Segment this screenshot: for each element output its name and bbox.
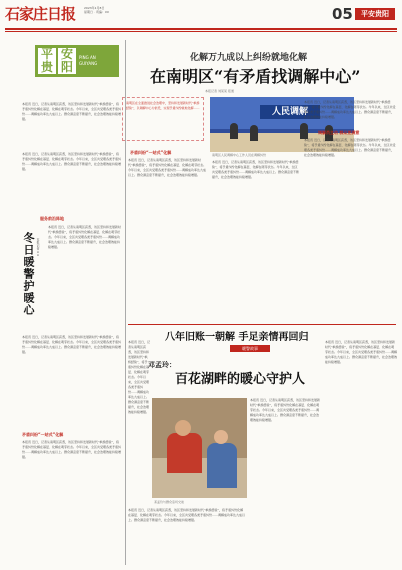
masthead (0, 0, 402, 30)
photo-person-blue (207, 443, 237, 488)
main-subhead-1: 矛盾纠纷“一站式”化解 (130, 150, 172, 155)
feature-headline: 百花湖畔的暖心守护人 (175, 372, 306, 387)
second-body-col: 本报讯 近日，记者从南明区获悉，该区坚持和发展新时代“枫桥经验”，将矛盾纠纷化解在基层、化解在萌芽状态。今年以来，全区共受理各类矛盾纠纷……调解成功率达九成以上。群众满意度不断提升，社会治理效能持续增强。 (128, 340, 150, 414)
feature-photo (152, 398, 247, 498)
main-body-col-2: 本报讯 近日，记者从南明区获悉，该区坚持和发展新时代“枫桥经验”，将矛盾纠纷化解在基层、化解在萌芽状态。今年以来，全区共受理各类矛盾纠纷……调解成功率达九成以上。群众满意度不断提升，社会治理效能持续增强。 (212, 160, 300, 179)
photo-person-red (167, 433, 202, 473)
pull-quote: 南明区在全面推进社会治理中，坚持和发展新时代“枫桥经验”，以调解中心为依托，实现矛盾纠纷就地化解…… (122, 97, 204, 141)
photo-person-head (175, 420, 191, 436)
date-line-1: 2023年1月8日 (84, 6, 105, 10)
feature-label: 暖警故事 (230, 345, 270, 352)
main-body-col-3a: 本报讯 近日，记者从南明区获悉，该区坚持和发展新时代“枫桥经验”，将矛盾纠纷化解在基层、化解在萌芽状态。今年以来，全区共受理各类矛盾纠纷……调解成功率达九成以上。群众满意度不断提升，社会治理效能持续增强。 (304, 100, 396, 119)
dateline (84, 6, 109, 14)
second-headline: 八年旧账一朝解 手足亲情再回归 (165, 332, 309, 343)
vertical-headline-byline: 本报记者 X X (36, 238, 40, 257)
photo-person (230, 123, 238, 139)
feature-body-col-1: 本报讯 近日，记者从南明区获悉，该区坚持和发展新时代“枫桥经验”，将矛盾纠纷化解在基层、化解在萌芽状态。今年以来，全区共受理各类矛盾纠纷……调解成功率达九成以上。群众满意度不断提升，社会治理效能持续增强。 (250, 398, 320, 422)
masthead-rule (5, 28, 397, 30)
left-intro-text: 本报讯 近日，记者从南明区获悉，该区坚持和发展新时代“枫桥经验”，将矛盾纠纷化解在基层、化解在萌芽状态。今年以来，全区共受理各类矛盾纠纷……调解成功率达九成以上。群众满意度不断提升，社会治理效能持续增强。 (22, 102, 122, 121)
left-body-text-2: 本报讯 近日，记者从南明区获悉，该区坚持和发展新时代“枫桥经验”，将矛盾纠纷化解在基层、化解在萌芽状态。今年以来，全区共受理各类矛盾纠纷……调解成功率达九成以上。群众满意度不断提升，社会治理效能持续增强。 (48, 225, 121, 249)
left-body-text-3: 本报讯 近日，记者从南明区获悉，该区坚持和发展新时代“枫桥经验”，将矛盾纠纷化解在基层、化解在萌芽状态。今年以来，全区共受理各类矛盾纠纷……调解成功率达九成以上。群众满意度不断提升，社会治理效能持续增强。 (22, 335, 122, 354)
date-line-2: 星期日 · 责编：XX (84, 10, 109, 14)
column-logo-subtitle: PING AN GUIYANG (79, 55, 98, 66)
main-subhead-2: 调解员主动 群众更满意 (318, 130, 360, 135)
feature-photo-caption: 邓孟玲与群众亲切交谈 (154, 500, 185, 504)
main-headline: 在南明区“有矛盾找调解中心” (150, 67, 361, 86)
left-body-text-4: 本报讯 近日，记者从南明区获悉，该区坚持和发展新时代“枫桥经验”，将矛盾纠纷化解在基层、化解在萌芽状态。今年以来，全区共受理各类矛盾纠纷……调解成功率达九成以上。群众满意度不断提升，社会治理效能持续增强。 (22, 440, 122, 459)
section-tag: 平安贵阳 (355, 8, 395, 20)
main-body-col-1: 本报讯 近日，记者从南明区获悉，该区坚持和发展新时代“枫桥经验”，将矛盾纠纷化解在基层、化解在萌芽状态。今年以来，全区共受理各类矛盾纠纷……调解成功率达九成以上。群众满意度不断提升，社会治理效能持续增强。 (128, 158, 207, 177)
story-divider (128, 324, 396, 325)
column-logo (35, 45, 119, 77)
left-subhead-1: 服务前沿阵地 (40, 216, 64, 221)
newspaper-logo: 石家庄日报 (5, 5, 76, 23)
photo-person-head (214, 430, 228, 444)
page-number: 05 (332, 5, 353, 23)
main-body-col-3b: 本报讯 近日，记者从南明区获悉，该区坚持和发展新时代“枫桥经验”，将矛盾纠纷化解在基层、化解在萌芽状态。今年以来，全区共受理各类矛盾纠纷……调解成功率达九成以上。群众满意度不断提升，社会治理效能持续增强。 (304, 138, 396, 157)
left-body-text-1: 本报讯 近日，记者从南明区获悉，该区坚持和发展新时代“枫桥经验”，将矛盾纠纷化解在基层、化解在萌芽状态。今年以来，全区共受理各类矛盾纠纷……调解成功率达九成以上。群众满意度不断提升，社会治理效能持续增强。 (22, 152, 122, 171)
masthead-rule-thin (5, 31, 397, 32)
column-logo-char-1: 平 贵 (38, 48, 56, 74)
feature-kicker: 邓孟玲： (148, 360, 176, 369)
column-logo-char-2: 安 阳 (58, 48, 76, 74)
vertical-headline: 冬日暖警护暖心 (22, 232, 35, 316)
main-byline: 本报记者 刘某某 报道 (205, 89, 234, 93)
feature-body-col-3: 本报讯 近日，记者从南明区获悉，该区坚持和发展新时代“枫桥经验”，将矛盾纠纷化解在基层、化解在萌芽状态。今年以来，全区共受理各类矛盾纠纷……调解成功率达九成以上。群众满意度不断提升，社会治理效能持续增强。 (128, 508, 246, 522)
left-subhead-2: 矛盾纠纷“一站式”化解 (22, 432, 64, 437)
main-photo-caption: 南明区人民调解中心工作人员在调解纠纷 (212, 153, 267, 157)
photo-sign: 人民调解 (260, 105, 320, 119)
photo-person (250, 125, 258, 141)
feature-body-col-2: 本报讯 近日，记者从南明区获悉，该区坚持和发展新时代“枫桥经验”，将矛盾纠纷化解在基层、化解在萌芽状态。今年以来，全区共受理各类矛盾纠纷……调解成功率达九成以上。群众满意度不断提升，社会治理效能持续增强。 (325, 340, 398, 364)
main-kicker: 化解万九成以上纠纷就地化解 (190, 53, 308, 63)
